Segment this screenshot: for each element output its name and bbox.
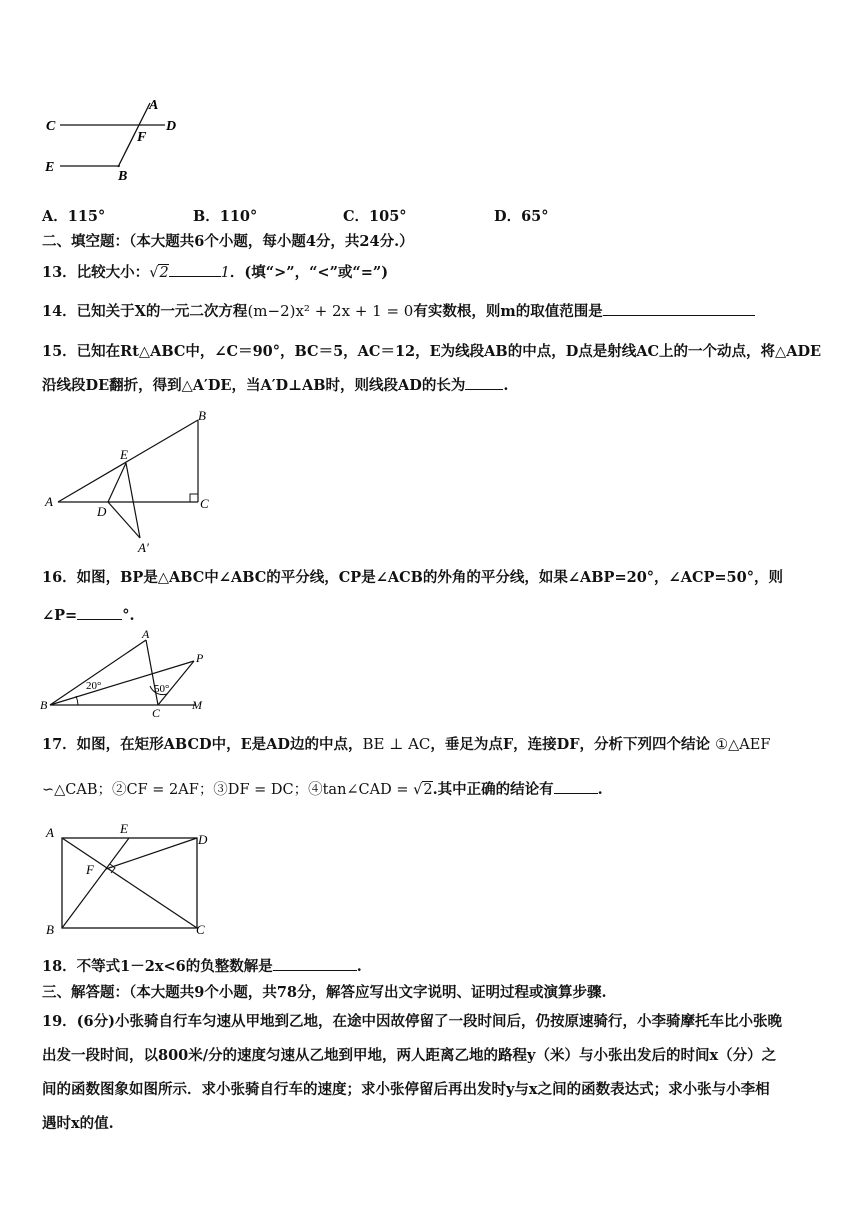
question-19-line1: 19．(6分)小张骑自行车匀速从甲地到乙地，在途中因故停留了一段时间后，仍按原速骑行，小李骑摩托车比小张晚 — [42, 1013, 782, 1030]
q13-prefix: 13．比较大小： — [42, 264, 150, 281]
question-19-line3: 间的函数图象如图所示．求小张骑自行车的速度；求小张停留后再出发时y与x之间的函数表达式；求小张与小李相 — [42, 1081, 770, 1098]
q13-right: 1 — [220, 265, 230, 281]
fig15-label-A-prime: A′ — [138, 540, 149, 555]
fig15-label-C: C — [200, 496, 209, 511]
question-15-line1: 15．已知在Rt△ABC中，∠C＝90°，BC＝5，AC＝12，E为线段AB的中点，D点是射线AC上的一个动点，将△ADE — [42, 343, 822, 360]
question-14 — [42, 300, 842, 322]
fig12-label-E: E — [45, 160, 55, 175]
figure-q17-rectangle — [40, 818, 220, 943]
fig16-label-P: P — [196, 651, 204, 665]
q12-option-b: B．110° — [193, 208, 258, 225]
fig17-label-A: A — [46, 825, 54, 840]
q16-answer-blank[interactable] — [77, 604, 122, 620]
fig12-label-B: B — [118, 169, 128, 184]
q17-perpendicular: BE ⊥ AC — [362, 735, 431, 753]
figure-q12-parallel-lines — [40, 95, 200, 190]
q17-conclusion-3: ；③DF = DC — [198, 782, 294, 798]
fig15-label-B: B — [198, 408, 206, 423]
q12-option-c: C．105° — [343, 208, 407, 225]
q17-sqrt: √2 — [413, 782, 433, 798]
fig12-label-D: D — [166, 119, 177, 134]
fig17-label-F: F — [86, 862, 94, 877]
fig12-label-F: F — [137, 130, 147, 145]
section3-heading: 三、解答题：（本大题共9个小题，共78分，解答应写出文字说明、证明过程或演算步骤. — [42, 984, 607, 1001]
question-13 — [42, 261, 842, 283]
q12-option-d: D．65° — [494, 208, 549, 225]
q13-suffix: ．(填“>”，“<”或“=”) — [229, 264, 389, 281]
figure-q16-angle-bisectors — [38, 628, 218, 718]
q14-suffix: 有实数根，则m的取值范围是 — [413, 303, 603, 320]
q14-equation: (m−2)x² + 2x + 1 = 0 — [247, 302, 414, 320]
question-16-line1: 16．如图，BP是△ABC中∠ABC的平分线，CP是∠ACB的外角的平分线，如果∠ABP=20°，∠ACP=50°，则 — [42, 569, 783, 586]
fig16-label-C: C — [152, 706, 161, 718]
question-17-line1: 17．如图，在矩形ABCD中，E是AD边的中点，BE ⊥ AC，垂足为点F，连接DF，分析下列四个结论 ①△AEF — [42, 735, 771, 753]
q18-answer-blank[interactable] — [273, 955, 357, 971]
fig16-angle-50: 50° — [154, 683, 170, 695]
question-16-line2: ∠P= °. — [42, 604, 842, 626]
q14-prefix: 14．已知关于X的一元二次方程 — [42, 303, 248, 320]
q17-conclusion-1a: ①△AEF — [715, 737, 771, 753]
section2-heading: 二、填空题：（本大题共6个小题，每小题4分，共24分.） — [42, 233, 414, 250]
figure-q15-triangle-fold — [40, 405, 220, 555]
fig15-label-D: D — [97, 504, 107, 519]
fig16-label-A: A — [142, 628, 150, 641]
question-15-line2: 沿线段DE翻折，得到△A′DE，当A′D⊥AB时，则线段AD的长为 . — [42, 374, 842, 396]
q13-sqrt: √2 — [149, 265, 169, 281]
q12-option-a: A．115° — [42, 208, 106, 225]
fig16-label-B: B — [40, 698, 48, 712]
fig12-label-A: A — [149, 98, 159, 113]
fig12-label-C: C — [46, 119, 56, 134]
question-19-line2: 出发一段时间，以800米/分的速度匀速从乙地到甲地，两人距离乙地的路程y（米）与小张出发后的时间x（分）之 — [42, 1047, 777, 1064]
question-17-line2: ∽△CAB；②CF = 2AF；③DF = DC；④tan∠CAD = √2.其中正确的结论有 . — [42, 778, 842, 800]
q14-answer-blank[interactable] — [603, 300, 755, 316]
fig16-angle-20: 20° — [86, 680, 102, 692]
q17-conclusion-4: ；④tan∠CAD = — [293, 782, 414, 798]
q13-answer-blank[interactable] — [169, 261, 221, 277]
q17-answer-blank[interactable] — [554, 778, 598, 794]
question-19-line4: 遇时x的值. — [42, 1115, 114, 1132]
fig17-label-B: B — [46, 922, 54, 937]
fig15-label-A: A — [45, 494, 53, 509]
q17-conclusion-2: ；②CF = 2AF — [97, 782, 199, 798]
fig17-label-D: D — [198, 832, 208, 847]
fig16-label-M: M — [192, 698, 202, 712]
fig15-label-E: E — [120, 447, 128, 462]
q15-answer-blank[interactable] — [465, 374, 503, 390]
fig17-label-E: E — [120, 821, 128, 836]
question-18: 18．不等式1－2x<6的负整数解是 . — [42, 955, 842, 977]
fig17-label-C: C — [196, 922, 205, 937]
q17-conclusion-1b: ∽△CAB — [42, 782, 98, 798]
